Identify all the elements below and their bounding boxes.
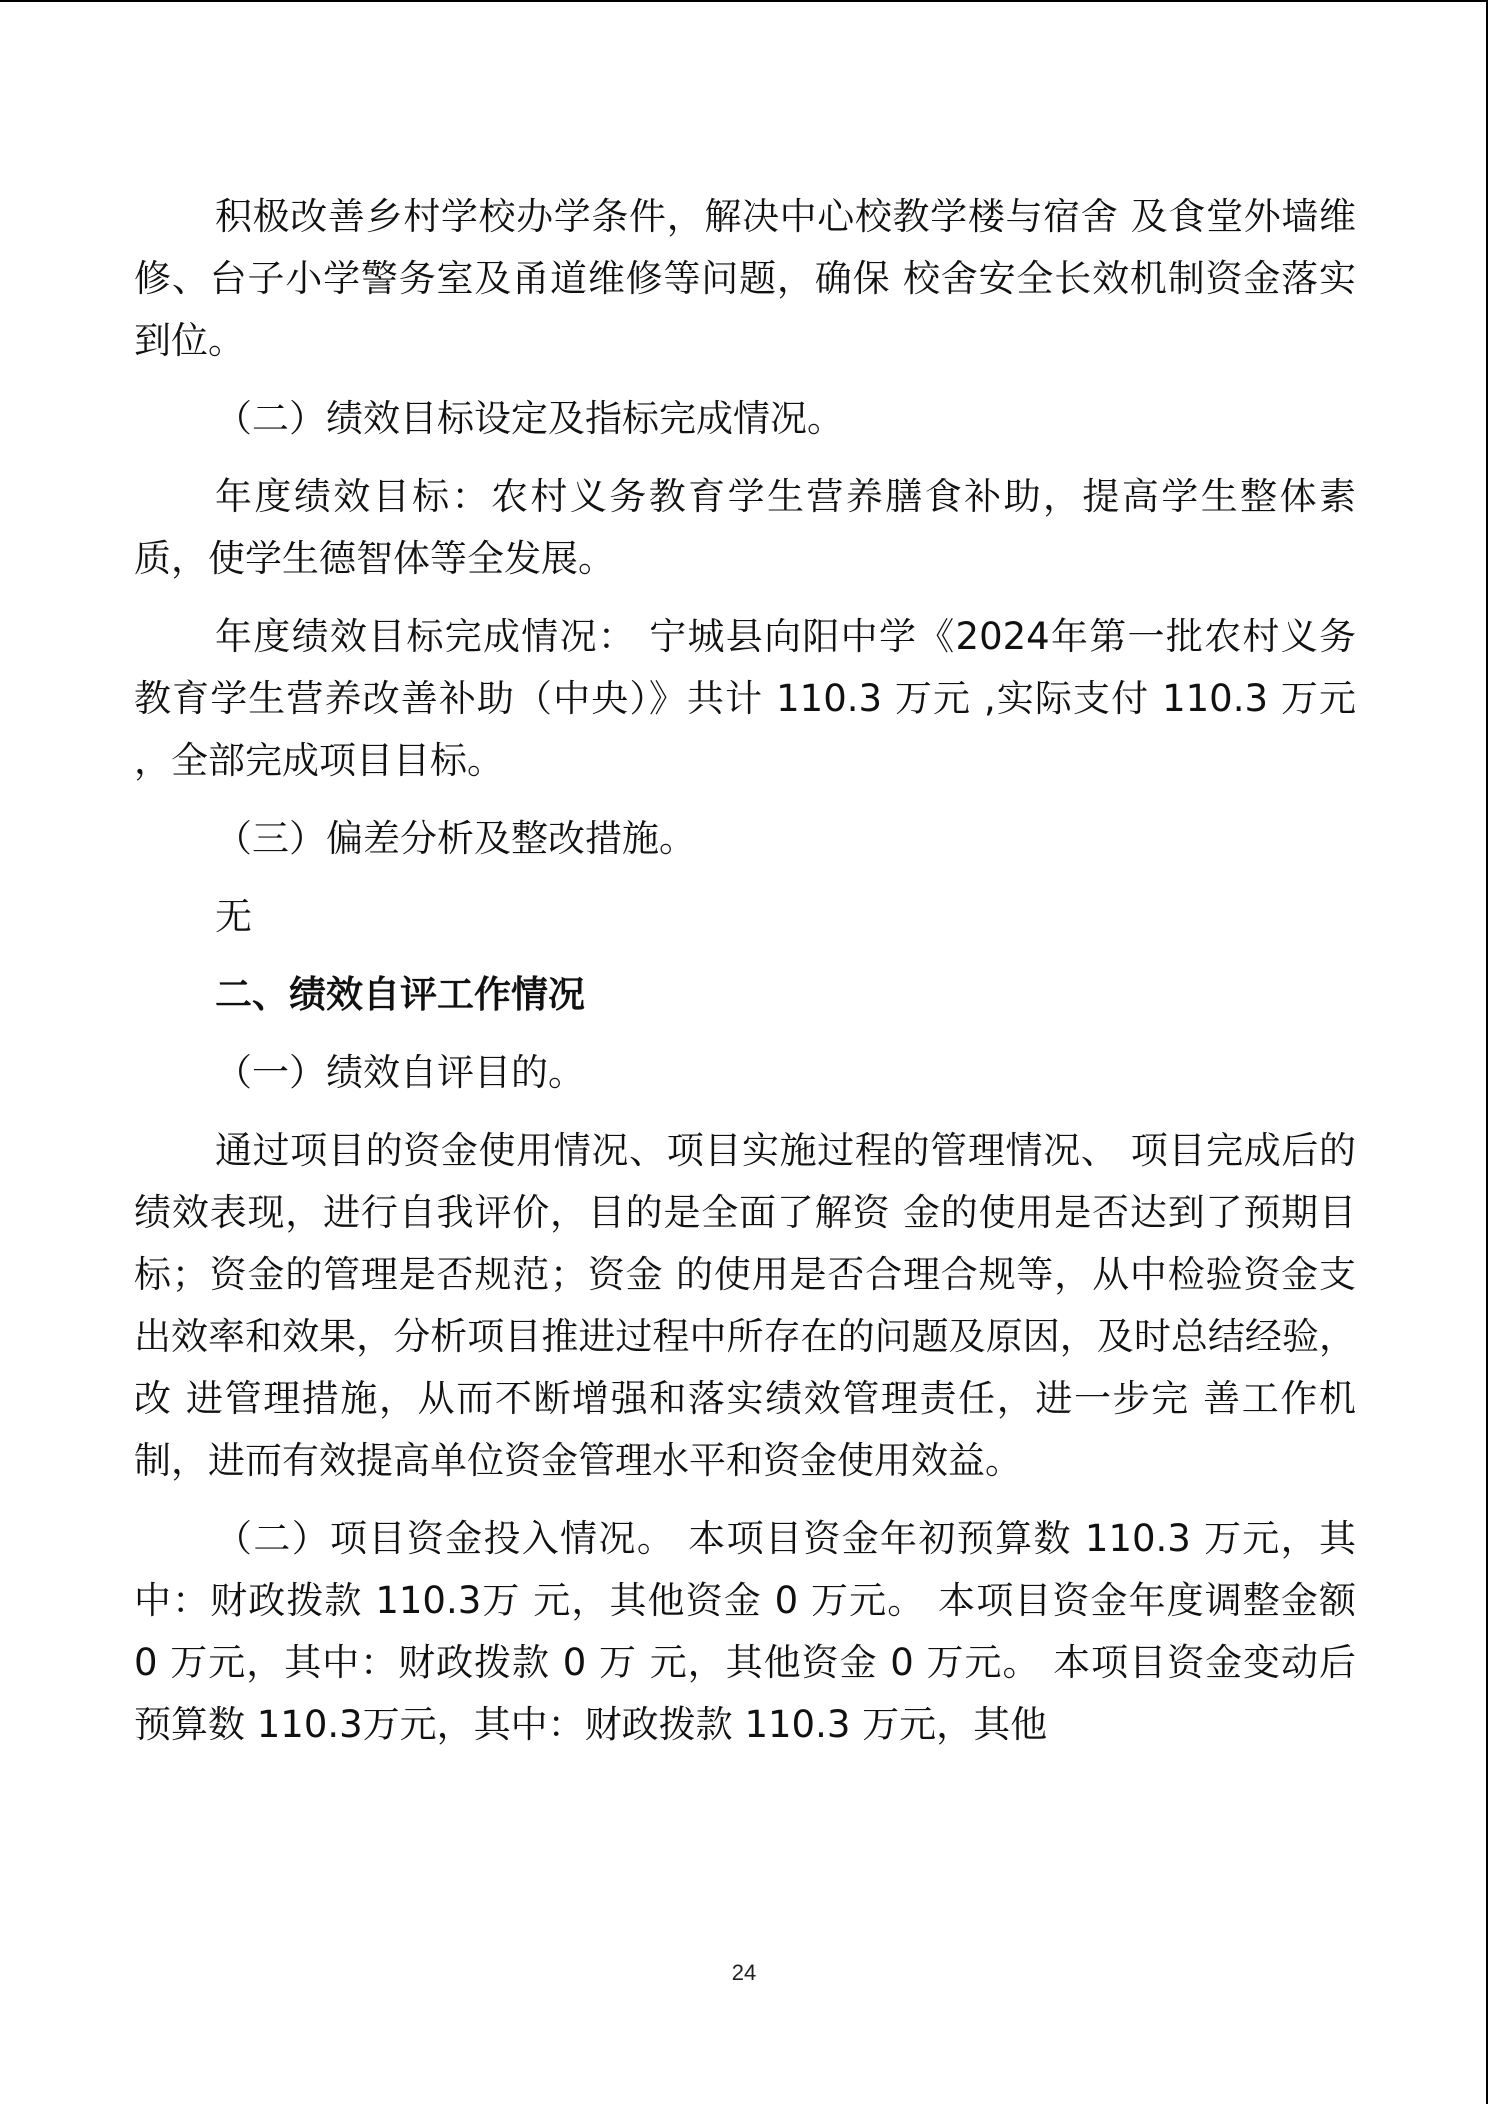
section-heading-self-evaluation: 二、绩效自评工作情况 (215, 973, 585, 1016)
subheading-evaluation-purpose: （一）绩效自评目的。 (215, 1051, 585, 1094)
page-border-top (0, 0, 1488, 2)
paragraph-funding-input: （二）项目资金投入情况。 本项目资金年初预算数 110.3 万元，其中：财政拨款 110.3万 元，其他资金 0 万元。 本项目资金年度调整金额 0 万元，其中：财政拨款 0 万 元，其他资金 0 万元。 本项目资金变动后预算数 110.3万元，其中：财政拨款 110.3 万元，其他 (134, 1517, 1356, 1746)
paragraph-annual-goal: 年度绩效目标：农村义务教育学生营养膳食补助，提高学生整体素质，使学生德智体等全发展。 (134, 475, 1356, 580)
paragraph-evaluation-purpose: 通过项目的资金使用情况、项目实施过程的管理情况、 项目完成后的绩效表现，进行自我评价，目的是全面了解资 金的使用是否达到了预期目标；资金的管理是否规范；资金 的使用是否合理合规等，从中检验资金支出效率和效果，分析项目推进过程中所存在的问题及原因，及时总结经验，改 进管理措施，从而不断增强和落实绩效管理责任，进一步完 善工作机制，进而有效提高单位资金管理水平和资金使用效益。 (134, 1129, 1356, 1482)
page-number: 24 (731, 1960, 757, 1985)
paragraph-school-conditions: 积极改善乡村学校办学条件，解决中心校教学楼与宿舍 及食堂外墙维修、台子小学警务室及甬道维修等问题，确保 校舍安全长效机制资金落实到位。 (134, 195, 1356, 362)
document-body (134, 186, 1356, 1772)
subheading-deviation-analysis: （三）偏差分析及整改措施。 (215, 817, 696, 860)
paragraph-none: 无 (215, 895, 252, 938)
subheading-performance-goals: （二）绩效目标设定及指标完成情况。 (215, 397, 844, 440)
paragraph-goal-completion: 年度绩效目标完成情况： 宁城县向阳中学《2024年第一批农村义务教育学生营养改善补助（中央）》共计 110.3 万元 ,实际支付 110.3 万元 ，全部完成项目目标。 (134, 615, 1356, 782)
